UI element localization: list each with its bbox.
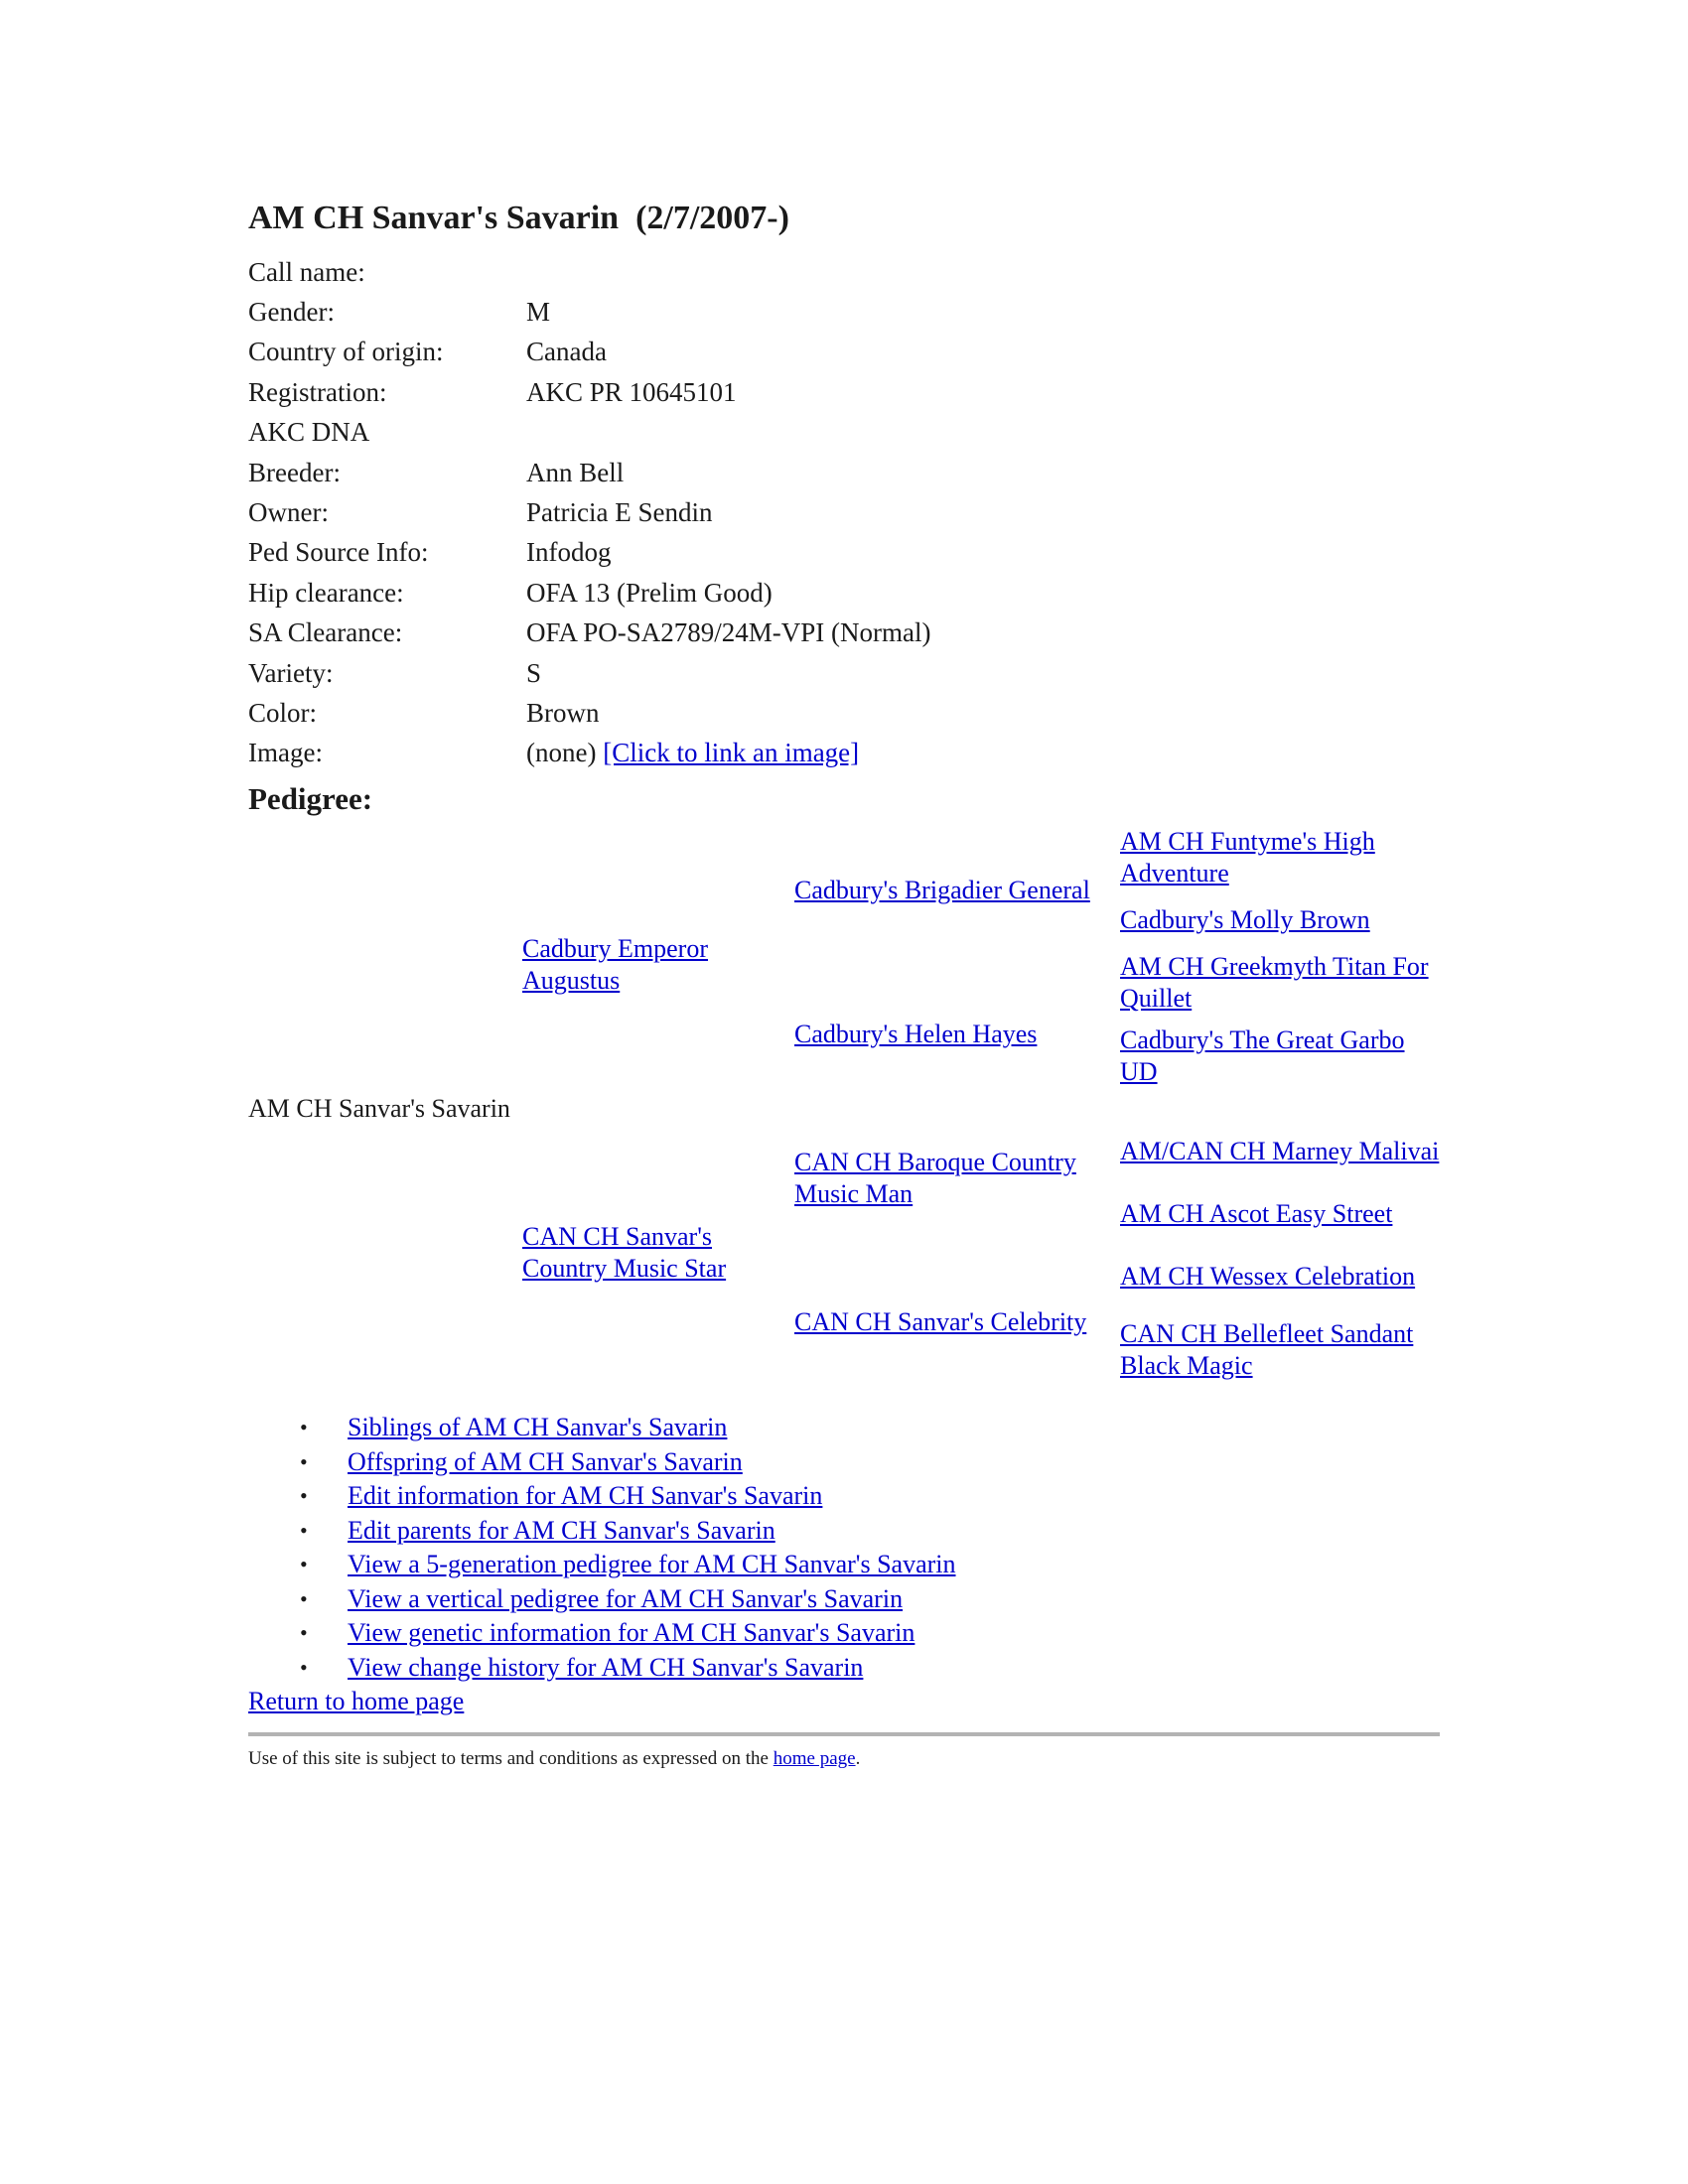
bullet-icon: • <box>300 1585 308 1611</box>
link-image-link[interactable]: [Click to link an image] <box>603 738 860 768</box>
info-label: Call name: <box>248 256 365 287</box>
image-none-text: (none) <box>526 738 597 768</box>
pedigree-subject-cell <box>248 821 516 1397</box>
pedigree-gen3-link[interactable]: AM CH Funtyme's High Adventure <box>1120 827 1375 888</box>
bullet-icon: • <box>300 1552 308 1577</box>
info-row-breeder <box>248 453 931 492</box>
info-label: AKC DNA <box>248 417 370 448</box>
info-label: Country of origin: <box>248 337 444 367</box>
info-label: Registration: <box>248 376 387 407</box>
info-row-color <box>248 693 931 733</box>
return-home-link[interactable]: Return to home page <box>248 1687 465 1716</box>
pedigree-gen3-cell-8 <box>1120 1313 1440 1387</box>
info-row-call-name <box>248 252 931 292</box>
pedigree-tree <box>248 821 1440 1397</box>
related-links-list <box>248 1411 1440 1685</box>
info-value <box>526 734 931 773</box>
info-label: Owner: <box>248 497 329 528</box>
info-row-akc-dna <box>248 413 931 453</box>
dog-info-table <box>248 252 931 773</box>
page-content <box>248 195 1440 1772</box>
siblings-link[interactable]: Siblings of AM CH Sanvar's Savarin <box>348 1413 728 1442</box>
info-value <box>526 413 931 453</box>
edit-parents-link[interactable]: Edit parents for AM CH Sanvar's Savarin <box>348 1515 775 1545</box>
info-row-owner <box>248 492 931 532</box>
footer-home-link[interactable]: home page <box>773 1748 856 1770</box>
pedigree-sire-dam-cell <box>794 960 1102 1109</box>
pedigree-sire-sire-link[interactable]: Cadbury's Brigadier General <box>794 876 1090 905</box>
info-value: Canada <box>526 337 607 367</box>
info-value: OFA PO-SA2789/24M-VPI (Normal) <box>526 617 931 648</box>
pedigree-gen3-cell-6 <box>1120 1188 1440 1240</box>
pedigree-gen3-cell-1 <box>1120 821 1440 894</box>
bullet-icon: • <box>300 1654 308 1680</box>
info-label: Image: <box>248 738 323 768</box>
pedigree-gen3-cell-7 <box>1120 1240 1440 1313</box>
info-label: SA Clearance: <box>248 617 403 648</box>
pedigree-gen3-cell-4 <box>1120 1020 1440 1093</box>
edit-information-link[interactable]: Edit information for AM CH Sanvar's Savarin <box>348 1481 823 1511</box>
bullet-icon: • <box>300 1483 308 1509</box>
info-value: Infodog <box>526 537 612 568</box>
info-label: Ped Source Info: <box>248 537 429 568</box>
list-item <box>248 1616 1440 1651</box>
info-label: Breeder: <box>248 457 341 487</box>
pedigree-dam-link[interactable]: CAN CH Sanvar's Country Music Star <box>522 1222 727 1284</box>
info-row-image <box>248 734 931 773</box>
info-row-registration <box>248 372 931 412</box>
list-item <box>248 1514 1440 1549</box>
offspring-link[interactable]: Offspring of AM CH Sanvar's Savarin <box>348 1446 743 1476</box>
pedigree-gen3-link[interactable]: AM CH Ascot Easy Street <box>1120 1199 1393 1229</box>
bullet-icon: • <box>300 1517 308 1543</box>
info-value: Brown <box>526 697 600 728</box>
info-row-country <box>248 333 931 372</box>
vertical-pedigree-link[interactable]: View a vertical pedigree for AM CH Sanvar's Savarin <box>348 1583 904 1613</box>
pedigree-sire-sire-cell <box>794 821 1102 960</box>
pedigree-gen3-link[interactable]: AM/CAN CH Marney Malivai <box>1120 1137 1440 1166</box>
list-item <box>248 1548 1440 1582</box>
pedigree-gen3-cell-3 <box>1120 946 1440 1020</box>
list-item <box>248 1411 1440 1445</box>
pedigree-sire-cell <box>522 821 771 1109</box>
info-row-gender <box>248 292 931 332</box>
list-item <box>248 1479 1440 1514</box>
info-label: Hip clearance: <box>248 577 404 608</box>
pedigree-sire-dam-link[interactable]: Cadbury's Helen Hayes <box>794 1020 1038 1049</box>
bullet-icon: • <box>300 1620 308 1646</box>
page-title: AM CH Sanvar's Savarin (2/7/2007-) <box>248 200 789 236</box>
footer-suffix: . <box>855 1748 861 1770</box>
pedigree-gen3-cell-5 <box>1120 1115 1440 1188</box>
pedigree-dam-sire-cell <box>794 1109 1102 1248</box>
info-value: AKC PR 10645101 <box>526 376 737 407</box>
bullet-icon: • <box>300 1415 308 1440</box>
pedigree-sire-link[interactable]: Cadbury Emperor Augustus <box>522 934 709 996</box>
info-row-sa-clearance <box>248 614 931 653</box>
pedigree-dam-dam-cell <box>794 1248 1102 1397</box>
pedigree-gen3-link[interactable]: CAN CH Bellefleet Sandant Black Magic <box>1120 1319 1414 1381</box>
footer <box>248 1746 1440 1772</box>
change-history-link[interactable]: View change history for AM CH Sanvar's Savarin <box>348 1652 864 1682</box>
five-generation-pedigree-link[interactable]: View a 5-generation pedigree for AM CH Sanvar's Savarin <box>348 1550 956 1579</box>
info-label: Variety: <box>248 657 334 688</box>
info-row-ped-source <box>248 533 931 573</box>
pedigree-dam-dam-link[interactable]: CAN CH Sanvar's Celebrity <box>794 1307 1087 1337</box>
footer-divider <box>248 1732 1440 1736</box>
bullet-icon: • <box>300 1448 308 1474</box>
info-row-hip-clearance <box>248 573 931 613</box>
info-value: M <box>526 297 551 328</box>
pedigree-heading: Pedigree: <box>248 781 373 817</box>
pedigree-gen3-cell-2 <box>1120 894 1440 946</box>
info-label: Color: <box>248 697 318 728</box>
pedigree-subject: AM CH Sanvar's Savarin <box>248 1094 510 1124</box>
pedigree-dam-sire-link[interactable]: CAN CH Baroque Country Music Man <box>794 1148 1076 1209</box>
info-value: S <box>526 657 542 688</box>
info-label: Gender: <box>248 297 335 328</box>
list-item <box>248 1651 1440 1686</box>
genetic-information-link[interactable]: View genetic information for AM CH Sanvar's Savarin <box>348 1618 915 1648</box>
info-row-variety <box>248 653 931 693</box>
info-value: Patricia E Sendin <box>526 497 713 528</box>
info-value: OFA 13 (Prelim Good) <box>526 577 773 608</box>
pedigree-dam-cell <box>522 1109 771 1397</box>
list-item <box>248 1582 1440 1617</box>
footer-text: Use of this site is subject to terms and conditions as expressed on the <box>248 1748 774 1770</box>
pedigree-gen3-link[interactable]: AM CH Greekmyth Titan For Quillet <box>1120 952 1429 1014</box>
pedigree-gen3-link[interactable]: Cadbury's The Great Garbo UD <box>1120 1025 1405 1087</box>
pedigree-gen3-link[interactable]: AM CH Wessex Celebration <box>1120 1262 1416 1292</box>
pedigree-gen3-link[interactable]: Cadbury's Molly Brown <box>1120 905 1370 935</box>
info-value <box>526 252 931 292</box>
list-item <box>248 1445 1440 1480</box>
info-value: Ann Bell <box>526 457 625 487</box>
